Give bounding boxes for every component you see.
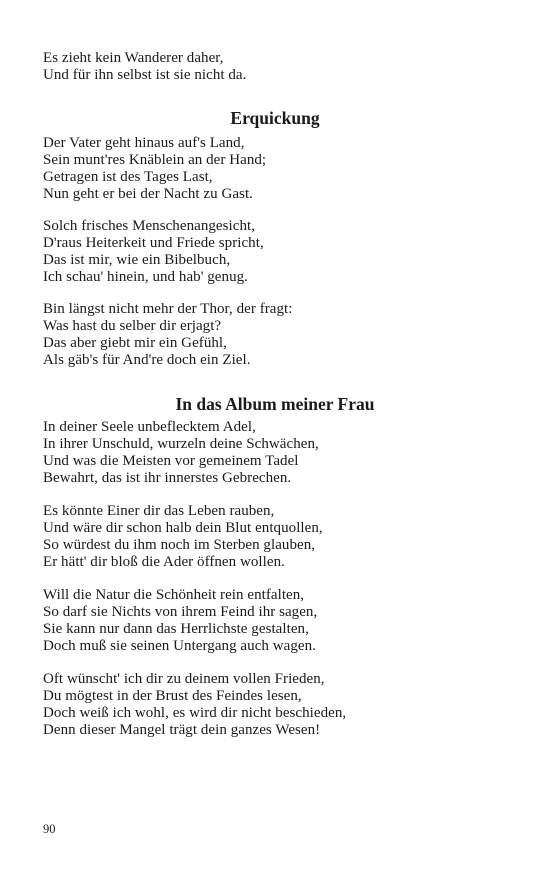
verse-line: Ich schau' hinein, und hab' genug. [43,269,248,285]
verse-line: Das ist mir, wie ein Bibelbuch, [43,252,231,268]
page-number: 90 [43,822,56,836]
verse-line: Und für ihn selbst ist sie nicht da. [43,67,247,83]
verse-line: Sie kann nur dann das Herrlichste gestalten, [43,621,309,637]
verse-line: So würdest du ihm noch im Sterben glauben, [43,537,316,553]
verse-line: Er hätt' dir bloß die Ader öffnen wollen. [43,554,285,570]
verse-line: Denn dieser Mangel trägt dein ganzes Wesen! [43,722,321,738]
verse-line: Getragen ist des Tages Last, [43,169,213,185]
poem-title-album: In das Album meiner Frau [175,394,375,414]
poem1-stanza-3 [43,301,513,369]
verse-line: Als gäb's für And're doch ein Ziel. [43,352,251,368]
poem2-stanza-2 [43,503,513,571]
verse-line: In ihrer Unschuld, wurzeln deine Schwächen, [43,436,319,452]
verse-line: Solch frisches Menschenangesicht, [43,218,256,234]
verse-line: Es zieht kein Wanderer daher, [43,50,224,66]
poem-fragment [43,50,513,84]
verse-line: Oft wünscht' ich dir zu deinem vollen Frieden, [43,671,325,687]
verse-line: Sein munt'res Knäblein an der Hand; [43,152,267,168]
poem2-stanza-4 [43,671,513,739]
verse-line: In deiner Seele unbeflecktem Adel, [43,419,256,435]
verse-line: Doch muß sie seinen Untergang auch wagen. [43,638,316,654]
verse-line: Der Vater geht hinaus auf's Land, [43,135,245,151]
verse-line: Es könnte Einer dir das Leben rauben, [43,503,275,519]
verse-line: Das aber giebt mir ein Gefühl, [43,335,227,351]
poem1-stanza-1 [43,135,513,203]
verse-line: Will die Natur die Schönheit rein entfalten, [43,587,305,603]
verse-line: Bin längst nicht mehr der Thor, der fragt: [43,301,293,317]
verse-line: Und wäre dir schon halb dein Blut entquollen, [43,520,323,536]
verse-line: Bewahrt, das ist ihr innerstes Gebrechen. [43,470,292,486]
poem-title-erquickung: Erquickung [230,108,320,128]
verse-line: Doch weiß ich wohl, es wird dir nicht beschieden, [43,705,347,721]
poem2-stanza-3 [43,587,513,655]
verse-line: Was hast du selber dir erjagt? [43,318,222,334]
verse-line: Nun geht er bei der Nacht zu Gast. [43,186,253,202]
poem2-stanza-1 [43,419,513,487]
verse-line: D'raus Heiterkeit und Friede spricht, [43,235,264,251]
poem1-stanza-2 [43,218,513,286]
verse-line: Du mögtest in der Brust des Feindes lesen, [43,688,302,704]
verse-line: So darf sie Nichts von ihrem Feind ihr sagen, [43,604,318,620]
verse-line: Und was die Meisten vor gemeinem Tadel [43,453,299,469]
